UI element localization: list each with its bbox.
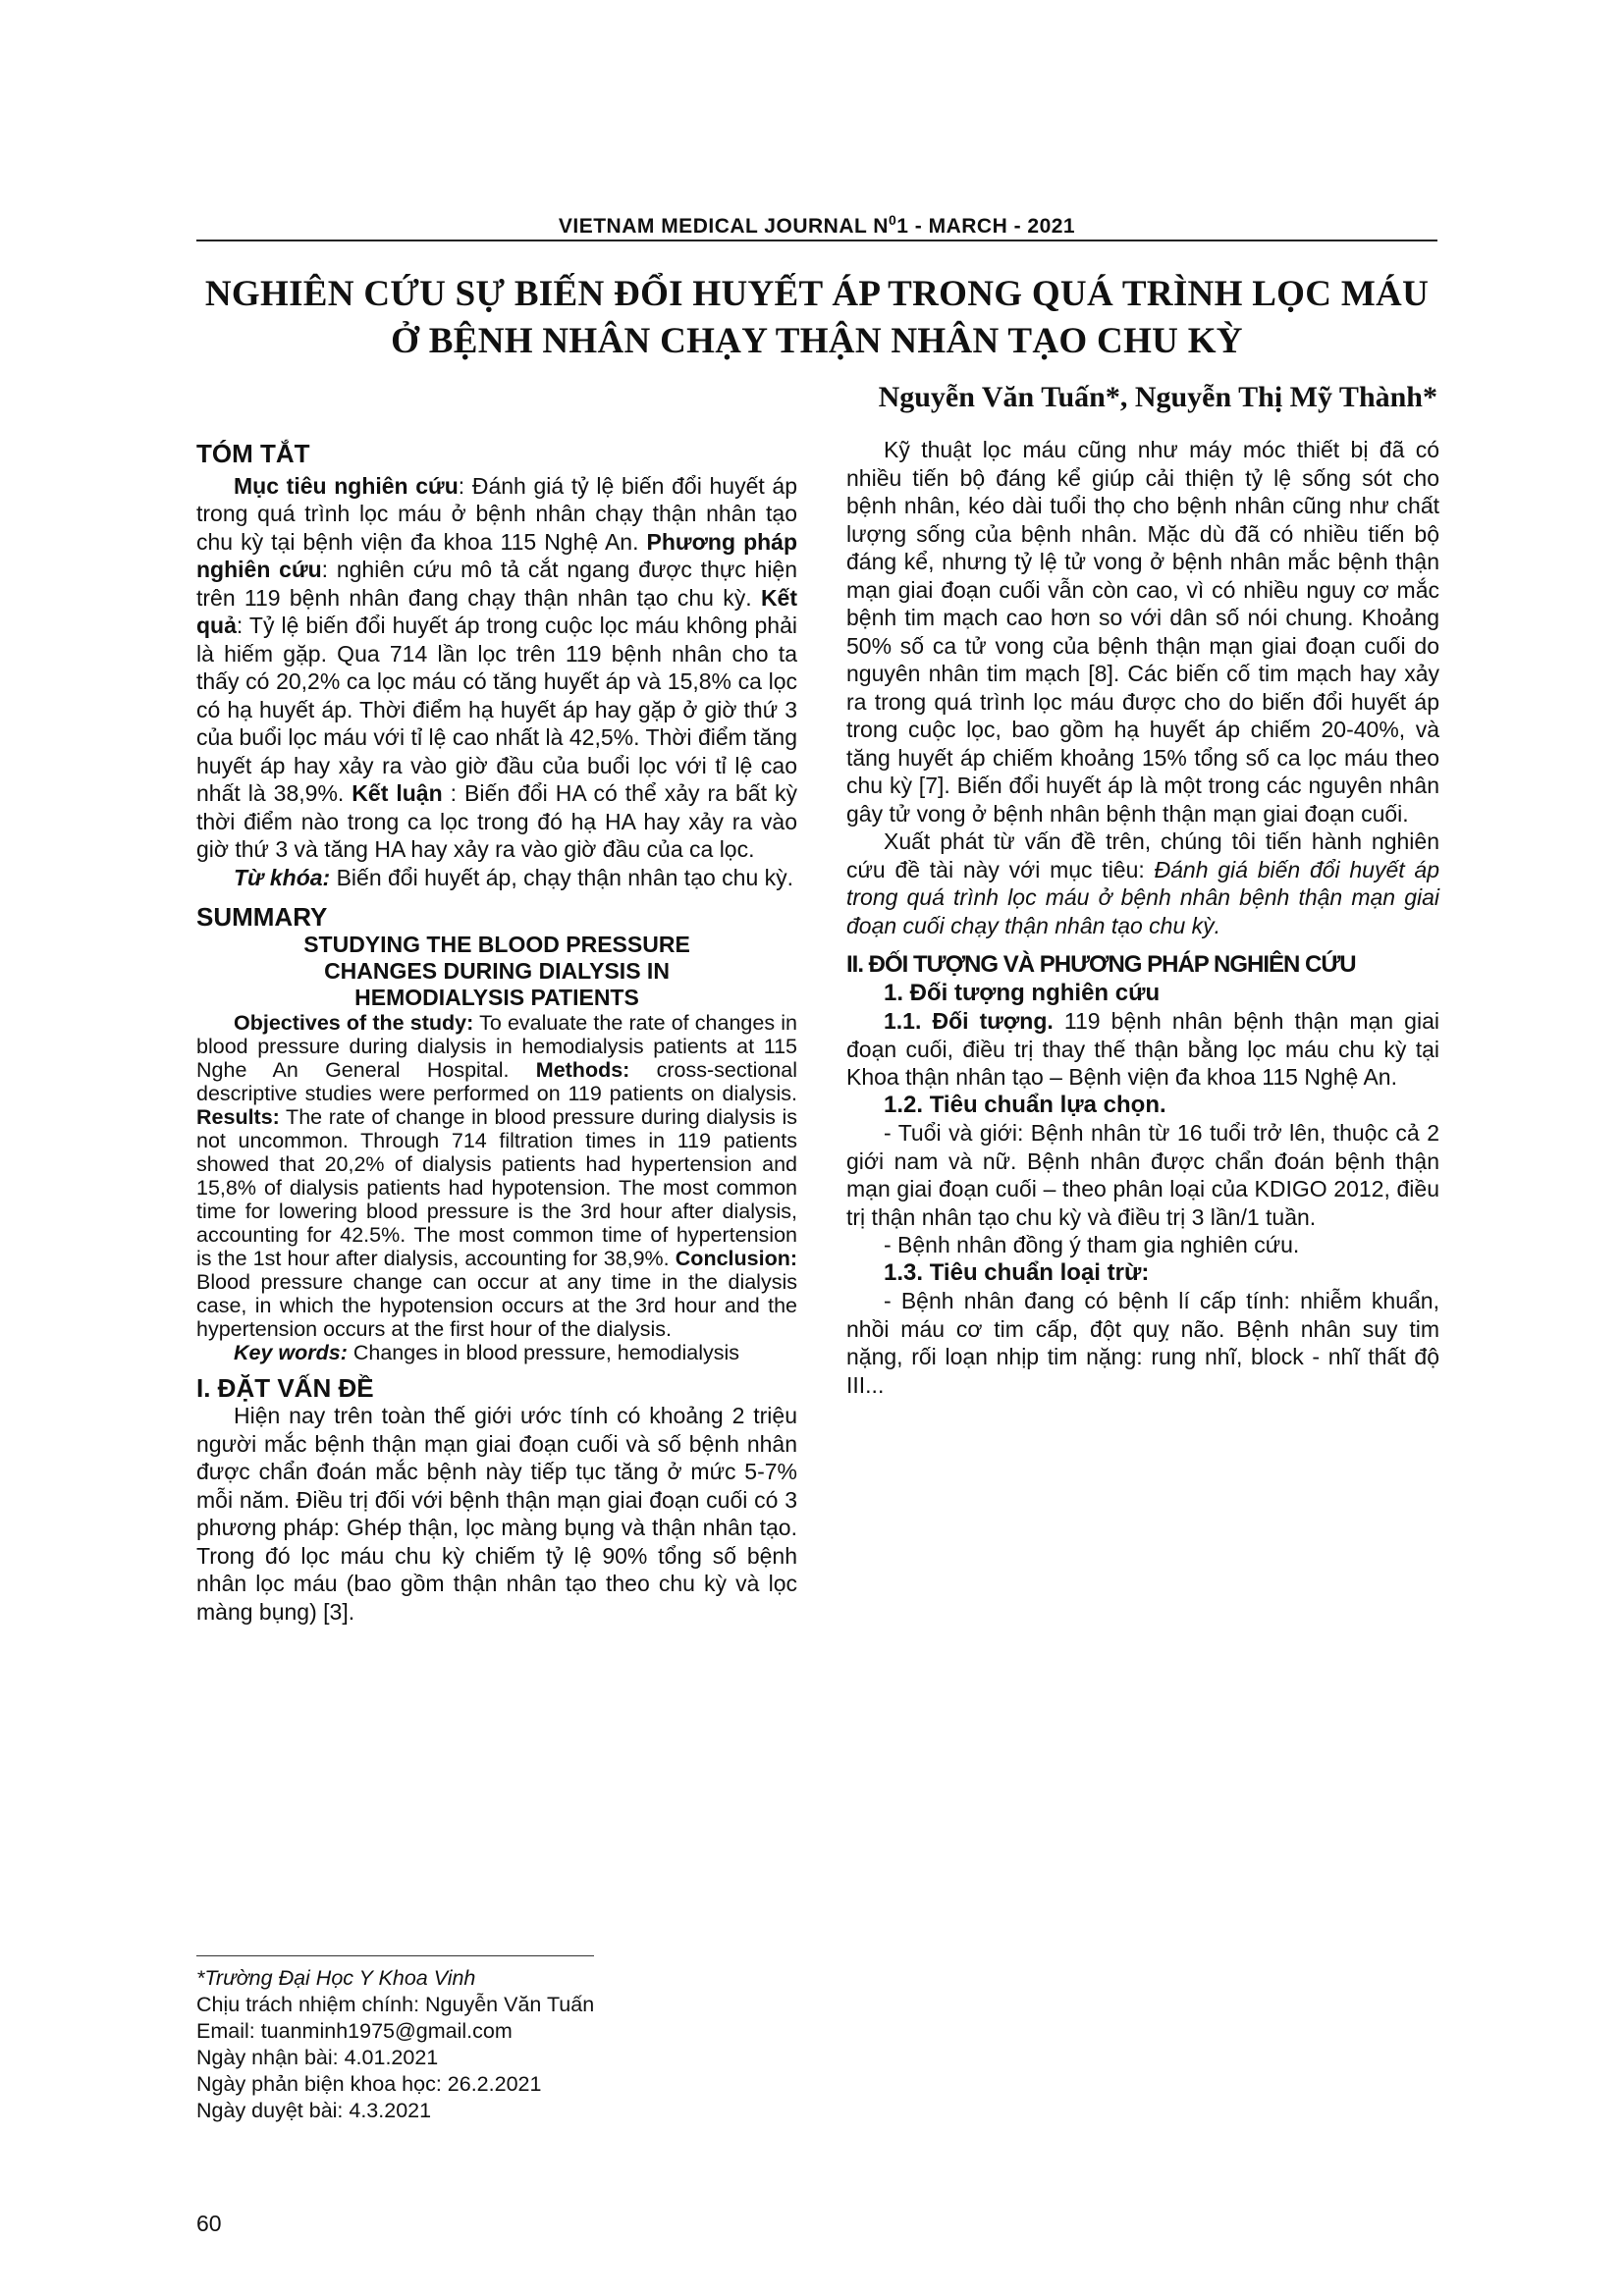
subsection-1-1-label: 1.1. Đối tượng. xyxy=(884,1008,1054,1034)
summary-keywords xyxy=(196,1341,797,1364)
right-column xyxy=(846,436,1439,1399)
en-methods-label: Methods: xyxy=(535,1057,630,1082)
abstract-heading: TÓM TẮT xyxy=(196,439,310,468)
objective-intro: Xuất phát từ vấn đề trên, chúng tôi tiến hành nghiên cứu đề tài này với mục tiêu: xyxy=(846,828,1439,882)
en-keywords-text: Changes in blood pressure, hemodialysis xyxy=(347,1340,740,1364)
footnote xyxy=(196,1965,805,2124)
article-title-line-2: Ở BỆNH NHÂN CHẠY THẬN NHÂN TẠO CHU KỲ xyxy=(391,321,1243,361)
summary-title-line-3: HEMODIALYSIS PATIENTS xyxy=(354,984,639,1010)
footnote-review-date: Ngày phản biện khoa học: 26.2.2021 xyxy=(196,2072,542,2096)
objective-label: Mục tiêu nghiên cứu xyxy=(234,472,459,499)
section-1-paragraph-1: Hiện nay trên toàn thế giới ước tính có khoảng 2 triệu người mắc bệnh thận mạn giai đoạn cuối và số bệnh nhân được chẩn đoán mắc bệnh này tiếp tục tăng ở mức 5-7% mỗi năm. Điều trị đối với bệnh thận mạn giai đoạn cuối có 3 phương pháp: Ghép thận, lọc màng bụng và thận nhân tạo. Trong đó lọc máu chu kỳ chiếm tỷ lệ 90% tổng số bệnh nhân lọc máu (bao gồm thận nhân tạo theo chu kỳ và lọc màng bụng) [3]. xyxy=(196,1403,797,1625)
study-objective: Đánh giá biến đổi huyết áp trong quá trình lọc máu ở bệnh nhân bệnh thận mạn giai đoạn cuối chạy thận nhân tạo chu kỳ. xyxy=(846,856,1439,938)
summary-title xyxy=(196,932,797,1011)
journal-issue: 1 - MARCH - 2021 xyxy=(896,215,1076,238)
inclusion-criteria-2: - Bệnh nhân đồng ý tham gia nghiên cứu. xyxy=(884,1232,1300,1257)
footnote-responsible: Chịu trách nhiệm chính: Nguyễn Văn Tuấn xyxy=(196,1993,595,2016)
summary-title-line-1: STUDYING THE BLOOD PRESSURE xyxy=(303,931,690,957)
section-1-paragraph-2: Kỹ thuật lọc máu cũng như máy móc thiết bị đã có nhiều tiến bộ đáng kể giúp cải thiện tỷ lệ sống sót cho bệnh nhân, kéo dài tuổi thọ cho bệnh nhân cũng như chất lượng sống của bệnh nhân. Mặc dù đã có nhiều tiến bộ đáng kể, nhưng tỷ lệ tử vong ở bệnh nhân mắc bệnh thận mạn giai đoạn cuối vẫn còn cao, vì có nhiều nguy cơ mắc bệnh tim mạch cao hơn so với dân số nói chung. Khoảng 50% số ca tử vong của bệnh thận mạn giai đoạn cuối do nguyên nhân tim mạch [8]. Các biến cố tim mạch hay xảy ra trong quá trình lọc máu được cho do biến đổi huyết áp trong cuộc lọc, bao gồm hạ huyết áp chiếm 20-40%, và tăng huyết áp chiếm khoảng 15% tổng số ca lọc máu theo chu kỳ [7]. Biến đổi huyết áp là một trong các nguyên nhân gây tử vong ở bệnh nhân bệnh thận mạn giai đoạn cuối. xyxy=(846,437,1439,827)
authors: Nguyễn Văn Tuấn*, Nguyễn Thị Mỹ Thành* xyxy=(878,381,1437,413)
journal-number-sup: 0 xyxy=(888,212,897,228)
article-title-line-1: NGHIÊN CỨU SỰ BIẾN ĐỔI HUYẾT ÁP TRONG QUÁ TRÌNH LỌC MÁU xyxy=(204,274,1430,314)
section-1-heading: I. ĐẶT VẤN ĐỀ xyxy=(196,1372,374,1403)
footnote-received-date: Ngày nhận bài: 4.01.2021 xyxy=(196,2046,439,2069)
en-objective-label: Objectives of the study: xyxy=(234,1010,474,1035)
journal-name: VIETNAM MEDICAL JOURNAL N xyxy=(558,215,889,238)
results-text: : Tỷ lệ biến đổi huyết áp trong cuộc lọc máu không phải là hiếm gặp. Qua 714 lần lọc trên 119 bệnh nhân cho ta thấy có 20,2% ca lọc máu có tăng huyết áp và 15,8% ca lọc có hạ huyết áp. Thời điểm hạ huyết áp hay gặp ở giờ thứ 3 của buổi lọc máu với tỉ lệ cao nhất là 42,5%. Thời điểm tăng huyết áp hay xảy ra vào giờ đầu của buổi lọc với tỉ lệ cao nhất là 38,9%. xyxy=(196,613,797,806)
left-column xyxy=(196,439,798,1625)
summary-heading: SUMMARY xyxy=(196,902,328,932)
inclusion-criteria-1: - Tuổi và giới: Bệnh nhân từ 16 tuổi trở lên, thuộc cả 2 giới nam và nữ. Bệnh nhân được chẩn đoán bệnh thận mạn giai đoạn cuối – theo phân loại của KDIGO 2012, điều trị thận nhân tạo chu kỳ và điều trị 3 lần/1 tuần. xyxy=(846,1120,1439,1230)
header-rule xyxy=(196,240,1437,241)
results-label: Kết quả xyxy=(196,584,797,638)
en-methods-text: cross-sectional descriptive studies were performed on 119 patients on dialysis. xyxy=(196,1057,797,1105)
en-conclusion-text: Blood pressure change can occur at any time in the dialysis case, in which the hypotension occurs at the 3rd hour and the hypertension occurs at the first hour of the dialysis. xyxy=(196,1269,797,1341)
keywords-label: Từ khóa: xyxy=(234,864,331,890)
en-results-text: The rate of change in blood pressure during dialysis is not uncommon. Through 714 filtration times in 119 patients showed that 20,2% of dialysis patients had hypertension and 15,8% of dialysis patients had hypotension. The most common time for lowering blood pressure is the 3rd hour after dialysis, accounting for 42.5%. The most common time of hypertension is the 1st hour after dialysis, accounting for 38,9%. xyxy=(196,1104,797,1270)
subsection-1-1 xyxy=(846,1007,1439,1092)
conclusion-text: : Biến đổi HA có thể xảy ra bất kỳ thời điểm nào trong ca lọc trong đó hạ HA hay xảy ra vào giờ thứ 3 và tăng HA hay xảy ra vào giờ đầu của ca lọc. xyxy=(196,780,797,862)
subsection-1-1-text: 119 bệnh nhân bệnh thận mạn giai đoạn cuối, điều trị thay thế thận bằng lọc máu chu kỳ tại Khoa thận nhân tạo – Bệnh viện đa khoa 115 Nghệ An. xyxy=(846,1008,1439,1090)
abstract-paragraph xyxy=(196,472,797,864)
summary-title-line-2: CHANGES DURING DIALYSIS IN xyxy=(324,957,670,984)
summary-paragraph xyxy=(196,1011,797,1341)
en-conclusion-label: Conclusion: xyxy=(675,1246,797,1270)
objective-text: : Đánh giá tỷ lệ biến đổi huyết áp trong quá trình lọc máu ở bệnh nhân chạy thận nhân tạo chu kỳ tại bệnh viện đa khoa 115 Nghệ An. xyxy=(196,472,798,555)
exclusion-criteria-1: - Bệnh nhân đang có bệnh lí cấp tính: nhiễm khuẩn, nhồi máu cơ tim cấp, đột quỵ não. Bệnh nhân suy tim nặng, rối loạn nhịp tim nặng: rung nhĩ, block - nhĩ thất độ III... xyxy=(846,1288,1439,1398)
abstract-keywords xyxy=(196,864,797,892)
journal-header xyxy=(196,212,1437,239)
en-results-label: Results: xyxy=(196,1104,280,1129)
section-1-paragraph-3 xyxy=(846,828,1439,939)
subsection-1-heading: 1. Đối tượng nghiên cứu xyxy=(884,979,1161,1006)
subsection-1-3-heading: 1.3. Tiêu chuẩn loại trừ: xyxy=(884,1258,1150,1286)
footnote-accepted-date: Ngày duyệt bài: 4.3.2021 xyxy=(196,2099,432,2122)
page-number: 60 xyxy=(196,2211,222,2236)
footnote-email: Email: tuanminh1975@gmail.com xyxy=(196,2019,513,2043)
section-2-heading: II. ĐỐI TƯỢNG VÀ PHƯƠNG PHÁP NGHIÊN CỨU xyxy=(846,951,1356,978)
keywords-text: Biến đổi huyết áp, chạy thận nhân tạo chu kỳ. xyxy=(330,864,794,890)
en-objective-text: To evaluate the rate of changes in blood pressure during dialysis in hemodialysis patients at 115 Nghe An General Hospital. xyxy=(196,1010,797,1082)
conclusion-label: Kết luận xyxy=(352,780,443,806)
footnote-rule xyxy=(196,1955,594,1956)
methods-label: Phương pháp nghiên cứu xyxy=(196,528,798,582)
footnote-affiliation: *Trường Đại Học Y Khoa Vinh xyxy=(196,1966,476,1990)
subsection-1-2-heading: 1.2. Tiêu chuẩn lựa chọn. xyxy=(884,1091,1166,1118)
methods-text: : nghiên cứu mô tả cắt ngang được thực hiện trên 119 bệnh nhân đang chạy thận nhân tạo chu kỳ. xyxy=(196,557,798,611)
en-keywords-label: Key words: xyxy=(234,1340,348,1364)
